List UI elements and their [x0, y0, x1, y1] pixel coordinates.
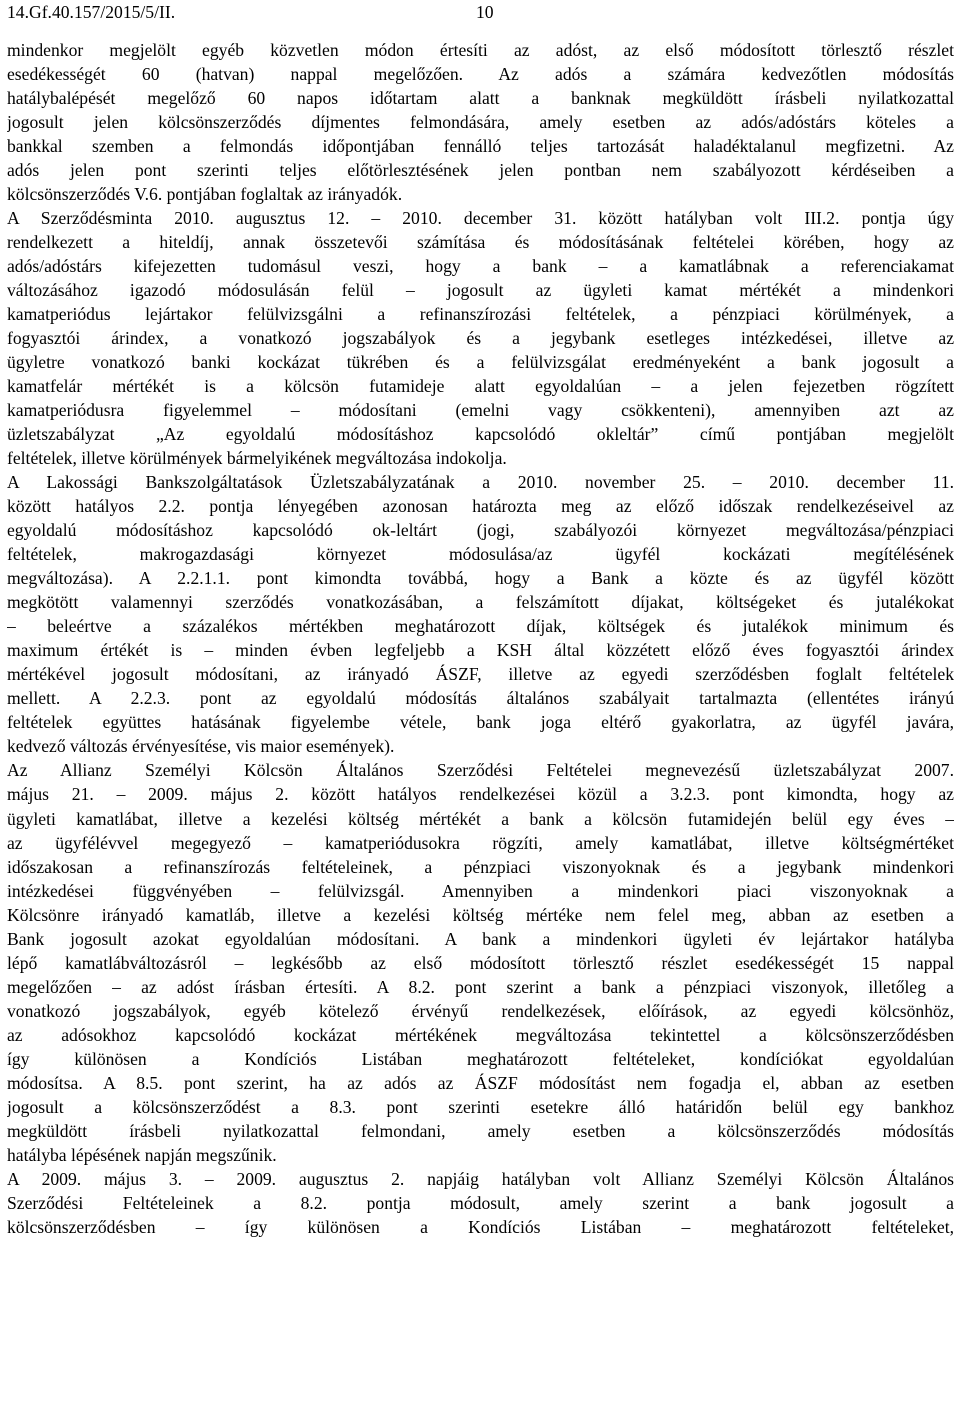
text-line: ügyleti kamatlábat, illetve a kezelési költség mértékét a bank a kölcsön futamidején belül egy éves –: [7, 808, 954, 829]
text-line: hatályba lépésének napján megszűnik.: [7, 1144, 277, 1165]
text-line: megküldött írásbeli nyilatkozattal felmondani, amely esetben a kölcsönszerződés módosítás: [7, 1120, 954, 1141]
text-line: jogosult a kölcsönszerződést a 8.3. pont szerinti esetekre álló határidőn belül egy bankhoz: [7, 1096, 954, 1117]
text-line: A 2009. május 3. – 2009. augusztus 2. napjáig hatályban volt Allianz Személyi Kölcsön Általános: [7, 1168, 954, 1189]
text-line: feltételek, illetve körülmények bármelyikének megváltozása indokolja.: [7, 448, 507, 469]
text-line: ügyletre vonatkozó banki kockázat tükrében és a felülvizsgálat eredményeként a bank jogosult a: [7, 352, 954, 373]
text-line: – beleértve a százalékos mértékben meghatározott díjak, költségek és jutalékok minimum és: [7, 616, 954, 637]
text-line: mindenkor megjelölt egyéb közvetlen módon értesíti az adóst, az első módosított törlesztő részlet: [7, 40, 954, 60]
text-line: így különösen a Kondíciós Listában meghatározott feltételeket, kondíciókat egyoldalúan: [7, 1048, 954, 1069]
text-line: feltételek együttes hatásának figyelembe vétele, bank joga eltérő gyakorlatra, az ügyfél javára,: [7, 712, 954, 733]
text-line: kamatperiódus lejártakor felülvizsgálni a refinanszírozási feltételek, a pénzpiaci körülmények, a: [7, 304, 954, 325]
text-line: kölcsönszerződésben – így különösen a Kondíciós Listában – meghatározott feltételeket,: [7, 1216, 954, 1237]
text-line: változásához igazodó módosulásán felül – jogosult az ügyleti kamat mértékét a mindenkori: [7, 280, 954, 301]
text-line: hatálybalépését megelőző 60 napos időtartam alatt a banknak megküldött írásbeli nyilatkozattal: [7, 88, 954, 109]
text-line: feltételek, makrogazdasági környezet módosulása/az ügyfél kockázati megítélésének: [7, 544, 954, 565]
text-line: rendelkezett a hiteldíj, annak összetevői számítása és módosításának feltételei körében, hogy az: [7, 232, 954, 253]
text-line: Bank jogosult azokat egyoldalúan módosítani. A bank a mindenkori ügyleti év lejártakor hatályba: [7, 928, 954, 949]
body-text: [7, 38, 954, 1239]
text-line: mértékével jogosult módosítani, az irányadó ÁSZF, illetve az egyedi szerződésben foglalt feltételek: [7, 664, 954, 685]
text-line: időszakosan a refinanszírozás feltételeinek, a pénzpiaci viszonyoknak és a jegybank mindenkori: [7, 856, 954, 877]
text-line: megelőzően – az adóst írásban értesíti. A 8.2. pont szerint a bank a pénzpiaci viszonyok, illetőleg a: [7, 976, 954, 997]
text-line: egyoldalú módosításhoz kapcsolódó ok-leltárt (jogi, szabályozói környezet megváltozása/pénzpiaci: [7, 520, 954, 541]
text-line: maximum értékét is – minden évben legfeljebb a KSH által közzétett előző éves fogyasztói árindex: [7, 640, 954, 661]
text-line: lépő kamatlábváltozásról – legkésőbb az első módosított törlesztő részlet esedékességét 15 nappal: [7, 952, 954, 973]
text-line: adós/adóstárs kifejezetten tudomásul veszi, hogy a bank – a kamatlábnak a referenciakamat: [7, 256, 954, 277]
text-line: vonatkozó jogszabályok, egyéb kötelező érvényű rendelkezések, előírások, az egyedi kölcsönhöz,: [7, 1000, 954, 1021]
text-line: megváltozása). A 2.2.1.1. pont kimondta továbbá, hogy a Bank a közte és az ügyfél között: [7, 568, 954, 589]
text-line: A Szerződésminta 2010. augusztus 12. – 2010. december 31. között hatályban volt III.2. pontja úgy: [7, 208, 954, 229]
page-header: [7, 0, 954, 38]
text-line: mellett. A 2.2.3. pont az egyoldalú módosítás általános szabályait tartalmazta (ellentétes irányú: [7, 688, 954, 709]
case-number: 14.Gf.40.157/2015/5/II.: [7, 2, 176, 22]
text-line: esedékességét 60 (hatvan) nappal megelőzően. Az adós a számára kedvezőtlen módosítás: [7, 64, 954, 85]
text-line: Szerződési Feltételeinek a 8.2. pontja módosult, amely szerint a bank jogosult a: [7, 1192, 954, 1213]
text-line: kölcsönszerződés V.6. pontjában foglaltak az irányadók.: [7, 184, 403, 205]
text-line: Kölcsönre irányadó kamatláb, illetve a kezelési költség mértéke nem felel meg, abban az esetben a: [7, 904, 954, 925]
text-line: jogosult jelen kölcsönszerződés díjmentes felmondására, amely esetben az adós/adóstárs köteles a: [7, 112, 954, 133]
text-line: üzletszabályzat „Az egyoldalú módosításhoz kapcsolódó okleltár” című pontjában megjelölt: [7, 424, 954, 445]
text-line: az ügyfélévvel megegyező – kamatperiódusokra rögzíti, amely kamatlábat, illetve költségmértéket: [7, 832, 954, 853]
text-line: adós jelen pont szerinti teljes előtörlesztésének jelen pontban nem szabályozott kérdéseiben a: [7, 160, 954, 181]
text-line: intézkedései függvényében – felülvizsgál. Amennyiben a mindenkori piaci viszonyoknak a: [7, 880, 954, 901]
text-line: Az Allianz Személyi Kölcsön Általános Szerződési Feltételei megnevezésű üzletszabályzat 2007.: [7, 760, 954, 781]
text-line: bankkal szemben a felmondás időpontjában fennálló teljes tartozását haladéktalanul megfizetni. Az: [7, 136, 954, 157]
text-line: kedvező változás érvényesítése, vis maior események).: [7, 736, 395, 757]
text-line: megkötött valamennyi szerződés vonatkozásában, a felszámított díjakat, költségeket és jutalékokat: [7, 592, 954, 613]
text-line: A Lakossági Bankszolgáltatások Üzletszabályzatának a 2010. november 25. – 2010. december 11.: [7, 472, 954, 493]
page-number: 10: [476, 2, 494, 22]
text-line: módosítsa. A 8.5. pont szerint, ha az adós az ÁSZF módosítást nem fogadja el, abban az esetben: [7, 1072, 954, 1093]
document-page: [7, 0, 954, 1239]
text-line: kamatperiódusra figyelemmel – módosítani (emelni vagy csökkenteni), amennyiben azt az: [7, 400, 954, 421]
text-line: az adósokhoz kapcsolódó kockázat mértékének megváltozása tekintettel a kölcsönszerződésben: [7, 1024, 954, 1045]
text-line: kamatfelár mértékét is a kölcsön futamideje alatt egyoldalúan – a jelen fejezetben rögzített: [7, 376, 954, 397]
text-line: fogyasztói árindex, a vonatkozó jogszabályok és a jegybank esetleges intézkedései, illetve az: [7, 328, 954, 349]
text-line: május 21. – 2009. május 2. között hatályos rendelkezései közül a 3.2.3. pont kimondta, hogy az: [7, 784, 954, 805]
text-line: között hatályos 2.2. pontja lényegében azonosan határozta meg az előző időszak rendelkezéseivel az: [7, 496, 954, 517]
